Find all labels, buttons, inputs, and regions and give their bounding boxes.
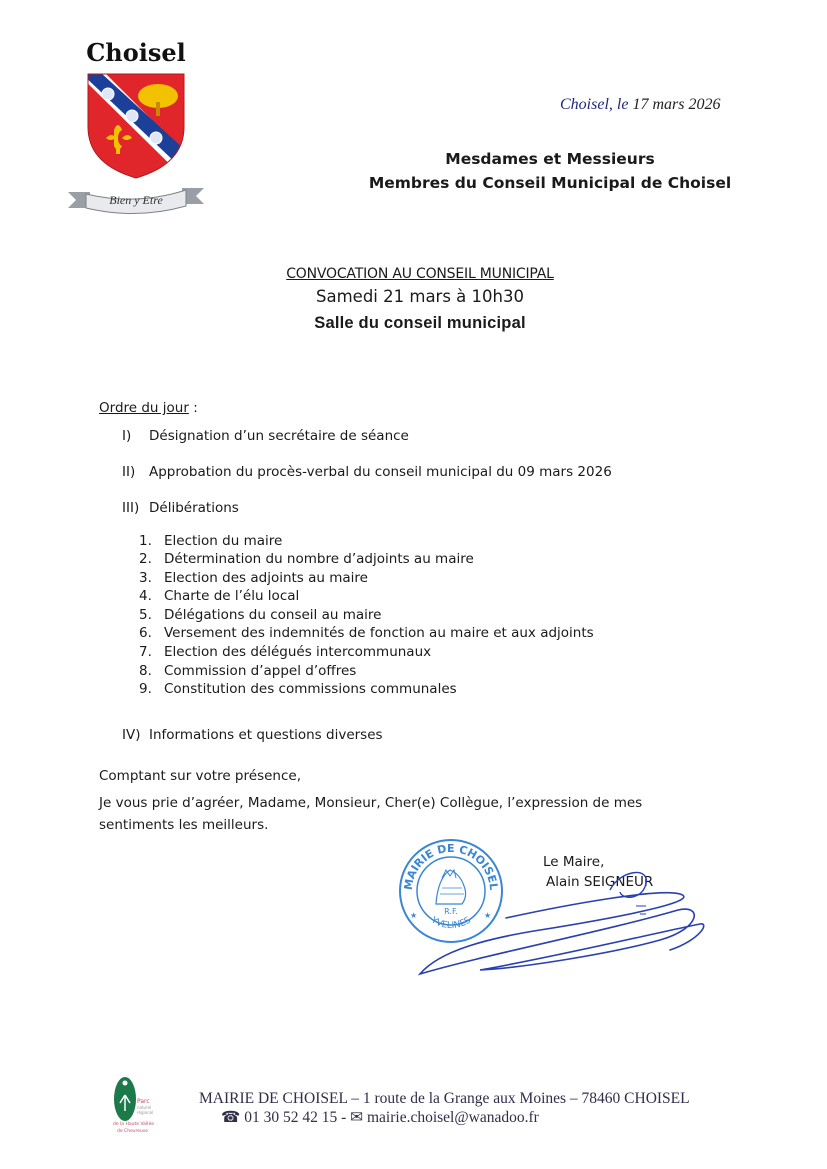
svg-text:R.F.: R.F. (444, 907, 458, 916)
convocation-header (260, 264, 580, 336)
agenda-title-text: Ordre du jour (99, 400, 189, 416)
deliberation-item (139, 551, 699, 569)
footer-phone: 01 30 52 42 15 - (244, 1109, 347, 1126)
footer-address: MAIRIE DE CHOISEL – 1 route de la Grange aux Moines – 78460 CHOISEL (199, 1090, 690, 1107)
deliberation-number: 6. (139, 625, 152, 641)
agenda-item-text: Délibérations (149, 500, 239, 516)
deliberation-item (139, 607, 699, 625)
agenda-title-suffix: : (188, 400, 198, 416)
logo-motto: Bien y Etre (109, 193, 163, 207)
deliberation-text: Commission d’appel d’offres (164, 663, 357, 679)
phone-icon: ☎ (221, 1109, 241, 1126)
date-line (560, 96, 720, 114)
closing-line-2: Je vous prie d’agréer, Madame, Monsieur, Cher(e) Collègue, l’expression de mes sentiments les meilleurs. (99, 795, 643, 833)
footer-email[interactable]: mairie.choisel@wanadoo.fr (366, 1109, 539, 1126)
park-logo-icon (113, 1075, 163, 1139)
deliberation-item (139, 644, 699, 662)
svg-text:régional: régional (137, 1110, 154, 1115)
agenda-item (122, 727, 722, 745)
svg-text:de Chevreuse: de Chevreuse (117, 1129, 148, 1134)
deliberation-text: Election des délégués intercommunaux (164, 644, 432, 660)
signatory-name: Alain SEIGNEUR (546, 874, 654, 890)
agenda-title (99, 400, 198, 416)
convocation-location: Salle du conseil municipal (314, 314, 526, 332)
closing-line-1: Comptant sur votre présence, (99, 768, 301, 784)
date-value: 17 mars 2026 (632, 96, 721, 113)
svg-text:de la Haute Vallée: de la Haute Vallée (113, 1122, 154, 1127)
footer-contact (221, 1108, 539, 1127)
agenda-item-number: III) (122, 500, 140, 516)
deliberation-item (139, 588, 699, 606)
mail-icon: ✉ (350, 1109, 364, 1126)
deliberation-text: Election des adjoints au maire (164, 570, 368, 586)
signatory-role: Le Maire, (543, 854, 605, 870)
deliberation-number: 4. (139, 588, 152, 604)
handwritten-signature-icon (410, 870, 710, 990)
svg-text:Parc: Parc (137, 1098, 150, 1105)
agenda-item-text: Approbation du procès-verbal du conseil municipal du 09 mars 2026 (149, 464, 612, 480)
recipients-line-2: Membres du Conseil Municipal de Choisel (368, 174, 732, 192)
deliberation-item (139, 663, 699, 681)
agenda-item (122, 464, 722, 482)
agenda-item (122, 500, 722, 518)
logo-title: Choisel (86, 38, 186, 67)
deliberation-number: 8. (139, 663, 152, 679)
deliberation-number: 1. (139, 533, 152, 549)
svg-text:YVELINES: YVELINES (429, 915, 473, 932)
svg-text:MAIRIE DE CHOISEL: MAIRIE DE CHOISEL (401, 841, 501, 891)
svg-text:naturel: naturel (137, 1105, 152, 1110)
town-logo (66, 38, 206, 216)
deliberation-text: Délégations du conseil au maire (164, 607, 382, 623)
agenda-item-text: Désignation d’un secrétaire de séance (149, 428, 409, 444)
deliberation-text: Détermination du nombre d’adjoints au maire (164, 551, 474, 567)
date-place: Choisel, le (560, 96, 629, 113)
recipients-line-1: Mesdames et Messieurs (445, 150, 655, 168)
deliberation-item (139, 625, 699, 643)
deliberation-number: 9. (139, 681, 152, 697)
deliberation-number: 3. (139, 570, 152, 586)
deliberation-item (139, 681, 699, 699)
recipients (360, 147, 740, 195)
convocation-title: CONVOCATION AU CONSEIL MUNICIPAL (286, 266, 554, 282)
agenda-item-number: II) (122, 464, 136, 480)
deliberation-number: 5. (139, 607, 152, 623)
agenda-item-number: IV) (122, 727, 141, 743)
deliberation-text: Election du maire (164, 533, 283, 549)
deliberation-item (139, 570, 699, 588)
deliberation-text: Constitution des commissions communales (164, 681, 457, 697)
deliberation-item (139, 533, 699, 551)
deliberation-number: 2. (139, 551, 152, 567)
convocation-datetime: Samedi 21 mars à 10h30 (316, 287, 524, 306)
park-logo (113, 1075, 163, 1139)
agenda-item-text: Informations et questions diverses (149, 727, 383, 743)
agenda-item (122, 428, 722, 446)
coat-of-arms-icon (86, 72, 186, 180)
agenda-item-number: I) (122, 428, 132, 444)
deliberation-text: Charte de l’élu local (164, 588, 300, 604)
deliberation-number: 7. (139, 644, 152, 660)
svg-text:★: ★ (484, 911, 492, 920)
svg-text:★: ★ (410, 911, 418, 920)
deliberation-text: Versement des indemnités de fonction au maire et aux adjoints (164, 625, 594, 641)
